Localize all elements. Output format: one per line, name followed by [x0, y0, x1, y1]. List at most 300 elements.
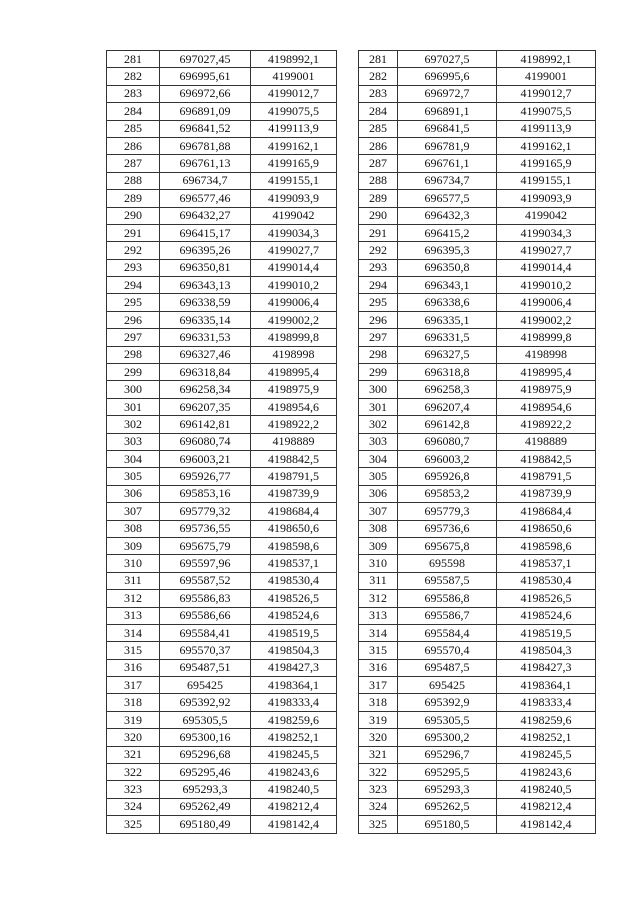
y-coordinate-cell: 4198504,3 [251, 642, 337, 659]
x-coordinate-cell: 695293,3 [398, 781, 497, 798]
table-row [359, 433, 596, 450]
point-number-cell: 295 [107, 294, 160, 311]
y-coordinate-cell: 4198530,4 [497, 572, 596, 589]
table-row [359, 120, 596, 137]
table-row [359, 694, 596, 711]
table-row [359, 277, 596, 294]
table-row [107, 468, 337, 485]
x-coordinate-cell: 695598 [398, 555, 497, 572]
x-coordinate-cell: 695425 [160, 677, 251, 694]
y-coordinate-cell: 4199012,7 [251, 85, 337, 102]
point-number-cell: 320 [107, 729, 160, 746]
right-table-body [359, 51, 596, 834]
table-row [359, 172, 596, 189]
table-row [107, 416, 337, 433]
point-number-cell: 317 [107, 677, 160, 694]
table-row [359, 103, 596, 120]
point-number-cell: 304 [359, 450, 398, 467]
y-coordinate-cell: 4198922,2 [497, 416, 596, 433]
x-coordinate-cell: 695295,5 [398, 764, 497, 781]
point-number-cell: 286 [107, 137, 160, 154]
y-coordinate-cell: 4198333,4 [251, 694, 337, 711]
table-row [359, 364, 596, 381]
y-coordinate-cell: 4199113,9 [497, 120, 596, 137]
x-coordinate-cell: 695262,5 [398, 798, 497, 815]
table-row [107, 450, 337, 467]
y-coordinate-cell: 4199042 [497, 207, 596, 224]
point-number-cell: 310 [107, 555, 160, 572]
table-row [107, 68, 337, 85]
y-coordinate-cell: 4198975,9 [251, 381, 337, 398]
point-number-cell: 281 [107, 51, 160, 68]
y-coordinate-cell: 4199155,1 [497, 172, 596, 189]
y-coordinate-cell: 4199034,3 [251, 224, 337, 241]
x-coordinate-cell: 696432,27 [160, 207, 251, 224]
x-coordinate-cell: 696258,3 [398, 381, 497, 398]
point-number-cell: 305 [107, 468, 160, 485]
point-number-cell: 292 [359, 242, 398, 259]
x-coordinate-cell: 695736,55 [160, 520, 251, 537]
x-coordinate-cell: 695584,4 [398, 624, 497, 641]
point-number-cell: 293 [359, 259, 398, 276]
y-coordinate-cell: 4199113,9 [251, 120, 337, 137]
table-row [107, 207, 337, 224]
point-number-cell: 298 [359, 346, 398, 363]
y-coordinate-cell: 4199034,3 [497, 224, 596, 241]
table-row [107, 572, 337, 589]
table-row [107, 329, 337, 346]
x-coordinate-cell: 696142,81 [160, 416, 251, 433]
x-coordinate-cell: 695586,7 [398, 607, 497, 624]
point-number-cell: 321 [359, 746, 398, 763]
table-row [359, 677, 596, 694]
x-coordinate-cell: 695853,2 [398, 485, 497, 502]
table-row [359, 764, 596, 781]
y-coordinate-cell: 4199165,9 [251, 155, 337, 172]
table-row [107, 51, 337, 68]
table-row [359, 294, 596, 311]
point-number-cell: 322 [107, 764, 160, 781]
y-coordinate-cell: 4199010,2 [497, 277, 596, 294]
table-row [107, 137, 337, 154]
point-number-cell: 318 [107, 694, 160, 711]
table-row [359, 468, 596, 485]
x-coordinate-cell: 696891,1 [398, 103, 497, 120]
table-row [107, 259, 337, 276]
x-coordinate-cell: 696080,74 [160, 433, 251, 450]
table-row [359, 311, 596, 328]
point-number-cell: 304 [107, 450, 160, 467]
x-coordinate-cell: 695180,5 [398, 816, 497, 833]
x-coordinate-cell: 695587,5 [398, 572, 497, 589]
y-coordinate-cell: 4199162,1 [497, 137, 596, 154]
table-row [359, 137, 596, 154]
x-coordinate-cell: 696415,2 [398, 224, 497, 241]
x-coordinate-cell: 695300,16 [160, 729, 251, 746]
y-coordinate-cell: 4198650,6 [251, 520, 337, 537]
table-row [359, 729, 596, 746]
y-coordinate-cell: 4198142,4 [251, 816, 337, 833]
x-coordinate-cell: 696995,6 [398, 68, 497, 85]
table-row [107, 398, 337, 415]
y-coordinate-cell: 4199010,2 [251, 277, 337, 294]
point-number-cell: 297 [359, 329, 398, 346]
y-coordinate-cell: 4198212,4 [497, 798, 596, 815]
point-number-cell: 283 [359, 85, 398, 102]
point-number-cell: 293 [107, 259, 160, 276]
table-row [107, 729, 337, 746]
x-coordinate-cell: 695425 [398, 677, 497, 694]
table-row [359, 503, 596, 520]
point-number-cell: 315 [107, 642, 160, 659]
point-number-cell: 290 [359, 207, 398, 224]
right-coordinates-table [358, 50, 596, 834]
point-number-cell: 281 [359, 51, 398, 68]
table-row [359, 329, 596, 346]
point-number-cell: 299 [107, 364, 160, 381]
x-coordinate-cell: 695926,77 [160, 468, 251, 485]
y-coordinate-cell: 4199042 [251, 207, 337, 224]
x-coordinate-cell: 695295,46 [160, 764, 251, 781]
table-row [107, 103, 337, 120]
x-coordinate-cell: 696080,7 [398, 433, 497, 450]
table-row [107, 624, 337, 641]
x-coordinate-cell: 695487,5 [398, 659, 497, 676]
y-coordinate-cell: 4199012,7 [497, 85, 596, 102]
table-row [359, 816, 596, 833]
point-number-cell: 308 [107, 520, 160, 537]
x-coordinate-cell: 696338,59 [160, 294, 251, 311]
table-row [107, 120, 337, 137]
x-coordinate-cell: 695675,79 [160, 537, 251, 554]
table-row [107, 85, 337, 102]
point-number-cell: 316 [107, 659, 160, 676]
x-coordinate-cell: 696841,52 [160, 120, 251, 137]
table-row [107, 485, 337, 502]
x-coordinate-cell: 696577,5 [398, 190, 497, 207]
x-coordinate-cell: 695584,41 [160, 624, 251, 641]
table-row [107, 155, 337, 172]
x-coordinate-cell: 696207,35 [160, 398, 251, 415]
x-coordinate-cell: 696343,13 [160, 277, 251, 294]
y-coordinate-cell: 4198999,8 [251, 329, 337, 346]
x-coordinate-cell: 696327,5 [398, 346, 497, 363]
point-number-cell: 300 [359, 381, 398, 398]
table-row [107, 798, 337, 815]
point-number-cell: 282 [107, 68, 160, 85]
table-row [107, 190, 337, 207]
point-number-cell: 321 [107, 746, 160, 763]
point-number-cell: 312 [359, 590, 398, 607]
point-number-cell: 313 [359, 607, 398, 624]
y-coordinate-cell: 4198598,6 [497, 537, 596, 554]
point-number-cell: 319 [107, 711, 160, 728]
x-coordinate-cell: 695736,6 [398, 520, 497, 537]
y-coordinate-cell: 4198259,6 [497, 711, 596, 728]
point-number-cell: 297 [107, 329, 160, 346]
table-row [107, 816, 337, 833]
x-coordinate-cell: 696841,5 [398, 120, 497, 137]
table-row [107, 555, 337, 572]
y-coordinate-cell: 4198212,4 [251, 798, 337, 815]
point-number-cell: 298 [107, 346, 160, 363]
x-coordinate-cell: 696734,7 [398, 172, 497, 189]
table-row [107, 781, 337, 798]
table-row [359, 398, 596, 415]
y-coordinate-cell: 4198240,5 [251, 781, 337, 798]
table-row [107, 381, 337, 398]
point-number-cell: 294 [359, 277, 398, 294]
y-coordinate-cell: 4198999,8 [497, 329, 596, 346]
table-row [359, 590, 596, 607]
table-row [107, 224, 337, 241]
table-row [107, 746, 337, 763]
y-coordinate-cell: 4198922,2 [251, 416, 337, 433]
x-coordinate-cell: 696335,1 [398, 311, 497, 328]
point-number-cell: 313 [107, 607, 160, 624]
y-coordinate-cell: 4198524,6 [497, 607, 596, 624]
x-coordinate-cell: 695296,68 [160, 746, 251, 763]
x-coordinate-cell: 696761,1 [398, 155, 497, 172]
table-row [359, 572, 596, 589]
y-coordinate-cell: 4198889 [497, 433, 596, 450]
table-row [107, 294, 337, 311]
y-coordinate-cell: 4199075,5 [497, 103, 596, 120]
table-row [359, 642, 596, 659]
point-number-cell: 301 [107, 398, 160, 415]
x-coordinate-cell: 696327,46 [160, 346, 251, 363]
point-number-cell: 285 [107, 120, 160, 137]
y-coordinate-cell: 4198427,3 [251, 659, 337, 676]
y-coordinate-cell: 4198364,1 [251, 677, 337, 694]
y-coordinate-cell: 4198954,6 [497, 398, 596, 415]
y-coordinate-cell: 4198954,6 [251, 398, 337, 415]
point-number-cell: 310 [359, 555, 398, 572]
y-coordinate-cell: 4198998 [251, 346, 337, 363]
y-coordinate-cell: 4198995,4 [497, 364, 596, 381]
table-row [107, 764, 337, 781]
point-number-cell: 320 [359, 729, 398, 746]
point-number-cell: 289 [359, 190, 398, 207]
point-number-cell: 289 [107, 190, 160, 207]
y-coordinate-cell: 4198842,5 [497, 450, 596, 467]
table-row [359, 607, 596, 624]
x-coordinate-cell: 696395,3 [398, 242, 497, 259]
y-coordinate-cell: 4198243,6 [251, 764, 337, 781]
table-row [359, 520, 596, 537]
point-number-cell: 302 [359, 416, 398, 433]
table-row [359, 450, 596, 467]
y-coordinate-cell: 4198519,5 [497, 624, 596, 641]
point-number-cell: 299 [359, 364, 398, 381]
x-coordinate-cell: 695180,49 [160, 816, 251, 833]
x-coordinate-cell: 695779,3 [398, 503, 497, 520]
y-coordinate-cell: 4199006,4 [497, 294, 596, 311]
y-coordinate-cell: 4198739,9 [497, 485, 596, 502]
y-coordinate-cell: 4199014,4 [497, 259, 596, 276]
y-coordinate-cell: 4199002,2 [497, 311, 596, 328]
point-number-cell: 290 [107, 207, 160, 224]
x-coordinate-cell: 697027,45 [160, 51, 251, 68]
point-number-cell: 305 [359, 468, 398, 485]
point-number-cell: 314 [107, 624, 160, 641]
point-number-cell: 323 [359, 781, 398, 798]
point-number-cell: 315 [359, 642, 398, 659]
y-coordinate-cell: 4199093,9 [251, 190, 337, 207]
table-row [107, 172, 337, 189]
point-number-cell: 302 [107, 416, 160, 433]
point-number-cell: 311 [359, 572, 398, 589]
y-coordinate-cell: 4198995,4 [251, 364, 337, 381]
point-number-cell: 294 [107, 277, 160, 294]
y-coordinate-cell: 4198975,9 [497, 381, 596, 398]
x-coordinate-cell: 696338,6 [398, 294, 497, 311]
y-coordinate-cell: 4198684,4 [251, 503, 337, 520]
x-coordinate-cell: 695779,32 [160, 503, 251, 520]
point-number-cell: 307 [359, 503, 398, 520]
point-number-cell: 285 [359, 120, 398, 137]
left-coordinates-table [106, 50, 337, 834]
point-number-cell: 319 [359, 711, 398, 728]
x-coordinate-cell: 697027,5 [398, 51, 497, 68]
y-coordinate-cell: 4198364,1 [497, 677, 596, 694]
table-row [359, 659, 596, 676]
x-coordinate-cell: 696258,34 [160, 381, 251, 398]
y-coordinate-cell: 4198427,3 [497, 659, 596, 676]
x-coordinate-cell: 696891,09 [160, 103, 251, 120]
y-coordinate-cell: 4198537,1 [251, 555, 337, 572]
y-coordinate-cell: 4199075,5 [251, 103, 337, 120]
point-number-cell: 323 [107, 781, 160, 798]
x-coordinate-cell: 695587,52 [160, 572, 251, 589]
x-coordinate-cell: 696995,61 [160, 68, 251, 85]
point-number-cell: 288 [359, 172, 398, 189]
table-row [359, 798, 596, 815]
y-coordinate-cell: 4199002,2 [251, 311, 337, 328]
table-row [107, 677, 337, 694]
table-row [359, 537, 596, 554]
y-coordinate-cell: 4198530,4 [251, 572, 337, 589]
y-coordinate-cell: 4198650,6 [497, 520, 596, 537]
y-coordinate-cell: 4199027,7 [497, 242, 596, 259]
point-number-cell: 308 [359, 520, 398, 537]
point-number-cell: 292 [107, 242, 160, 259]
table-row [359, 381, 596, 398]
table-row [107, 520, 337, 537]
y-coordinate-cell: 4199165,9 [497, 155, 596, 172]
point-number-cell: 312 [107, 590, 160, 607]
y-coordinate-cell: 4198259,6 [251, 711, 337, 728]
y-coordinate-cell: 4198243,6 [497, 764, 596, 781]
y-coordinate-cell: 4199093,9 [497, 190, 596, 207]
table-row [107, 537, 337, 554]
x-coordinate-cell: 696350,8 [398, 259, 497, 276]
table-row [359, 485, 596, 502]
y-coordinate-cell: 4198992,1 [251, 51, 337, 68]
x-coordinate-cell: 695597,96 [160, 555, 251, 572]
y-coordinate-cell: 4199027,7 [251, 242, 337, 259]
table-row [107, 364, 337, 381]
point-number-cell: 291 [359, 224, 398, 241]
point-number-cell: 287 [107, 155, 160, 172]
point-number-cell: 317 [359, 677, 398, 694]
x-coordinate-cell: 696331,53 [160, 329, 251, 346]
x-coordinate-cell: 696003,2 [398, 450, 497, 467]
x-coordinate-cell: 695570,37 [160, 642, 251, 659]
table-row [107, 346, 337, 363]
table-row [359, 346, 596, 363]
table-row [107, 433, 337, 450]
table-row [107, 642, 337, 659]
y-coordinate-cell: 4198598,6 [251, 537, 337, 554]
x-coordinate-cell: 696343,1 [398, 277, 497, 294]
table-row [359, 781, 596, 798]
y-coordinate-cell: 4198245,5 [497, 746, 596, 763]
y-coordinate-cell: 4198739,9 [251, 485, 337, 502]
point-number-cell: 306 [359, 485, 398, 502]
table-row [107, 711, 337, 728]
table-row [359, 624, 596, 641]
table-row [107, 590, 337, 607]
point-number-cell: 309 [107, 537, 160, 554]
point-number-cell: 301 [359, 398, 398, 415]
point-number-cell: 314 [359, 624, 398, 641]
table-row [359, 746, 596, 763]
y-coordinate-cell: 4199001 [497, 68, 596, 85]
table-row [359, 190, 596, 207]
y-coordinate-cell: 4198537,1 [497, 555, 596, 572]
point-number-cell: 324 [359, 798, 398, 815]
y-coordinate-cell: 4198252,1 [497, 729, 596, 746]
y-coordinate-cell: 4198504,3 [497, 642, 596, 659]
x-coordinate-cell: 695305,5 [398, 711, 497, 728]
point-number-cell: 306 [107, 485, 160, 502]
x-coordinate-cell: 695487,51 [160, 659, 251, 676]
x-coordinate-cell: 695262,49 [160, 798, 251, 815]
table-row [359, 207, 596, 224]
y-coordinate-cell: 4198333,4 [497, 694, 596, 711]
x-coordinate-cell: 695853,16 [160, 485, 251, 502]
x-coordinate-cell: 696432,3 [398, 207, 497, 224]
y-coordinate-cell: 4199001 [251, 68, 337, 85]
point-number-cell: 296 [107, 311, 160, 328]
point-number-cell: 296 [359, 311, 398, 328]
y-coordinate-cell: 4199155,1 [251, 172, 337, 189]
table-row [359, 155, 596, 172]
x-coordinate-cell: 695300,2 [398, 729, 497, 746]
y-coordinate-cell: 4198245,5 [251, 746, 337, 763]
x-coordinate-cell: 696207,4 [398, 398, 497, 415]
x-coordinate-cell: 695392,9 [398, 694, 497, 711]
table-row [359, 51, 596, 68]
table-row [359, 68, 596, 85]
point-number-cell: 284 [359, 103, 398, 120]
y-coordinate-cell: 4198889 [251, 433, 337, 450]
table-row [359, 711, 596, 728]
point-number-cell: 318 [359, 694, 398, 711]
x-coordinate-cell: 695293,3 [160, 781, 251, 798]
table-row [107, 607, 337, 624]
x-coordinate-cell: 696003,21 [160, 450, 251, 467]
y-coordinate-cell: 4198240,5 [497, 781, 596, 798]
point-number-cell: 325 [359, 816, 398, 833]
x-coordinate-cell: 695586,83 [160, 590, 251, 607]
table-row [107, 277, 337, 294]
point-number-cell: 282 [359, 68, 398, 85]
point-number-cell: 322 [359, 764, 398, 781]
y-coordinate-cell: 4198519,5 [251, 624, 337, 641]
x-coordinate-cell: 696350,81 [160, 259, 251, 276]
